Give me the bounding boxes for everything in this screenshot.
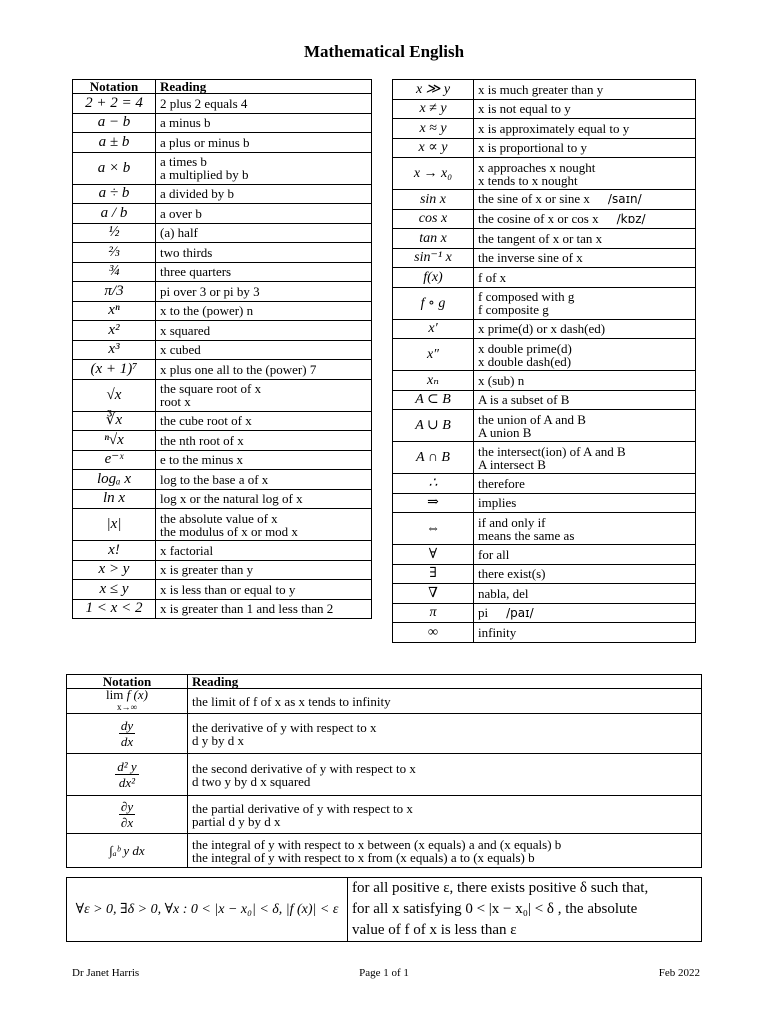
reading-cell — [156, 541, 372, 561]
reading-line: a over b — [160, 205, 202, 221]
reading-line: the tangent of x or tan x — [478, 230, 603, 246]
pronunciation: /saɪn/ — [607, 192, 642, 207]
reading-cell — [156, 243, 372, 263]
reading-line: infinity — [478, 624, 517, 640]
table-row — [73, 431, 372, 451]
epsilon-delta-notation: ∀ε > 0, ∃δ > 0, ∀x : 0 < |x − x₀| < δ, |f (x)| < ε — [67, 878, 348, 942]
notation-cell: x″ — [393, 339, 474, 371]
notation-cell: e⁻ˣ — [73, 450, 156, 470]
notation-cell: cos x — [393, 209, 474, 229]
reading-line: x squared — [160, 322, 211, 338]
reading-line: root x — [160, 394, 191, 409]
notation-cell: A ∪ B — [393, 410, 474, 442]
table-row — [393, 513, 696, 545]
reading-line — [478, 606, 691, 620]
reading-line: log to the base a of x — [160, 471, 269, 487]
reading-line: a minus b — [160, 115, 211, 131]
notation-cell: A ∩ B — [393, 442, 474, 474]
reading-cell — [474, 319, 696, 339]
header-reading: Reading — [156, 80, 372, 94]
table-row — [393, 229, 696, 249]
reading-cell — [474, 248, 696, 268]
reading-line: x is greater than y — [160, 562, 254, 578]
reading-line: x is proportional to y — [478, 140, 588, 156]
table-row — [393, 371, 696, 391]
reading-line: two thirds — [160, 244, 213, 260]
reading-cell — [474, 209, 696, 229]
limit-reading: the limit of f of x as x tends to infinity — [188, 689, 702, 714]
table-row — [393, 623, 696, 643]
table-row — [393, 190, 696, 210]
notation-cell: ¾ — [73, 262, 156, 282]
notation-cell: x ≈ y — [393, 119, 474, 139]
table-row — [73, 152, 372, 184]
table-row — [393, 119, 696, 139]
reading-line: means the same as — [478, 527, 575, 543]
header-notation: Notation — [73, 80, 156, 94]
epsilon-delta-reading: for all positive ε, there exists positive δ such that, for all x satisfying 0 < |x − x₀| < δ , the absolute value of f of x is less than ε — [348, 878, 702, 942]
reading-line: there exist(s) — [478, 566, 546, 582]
notation-cell: |x| — [73, 509, 156, 541]
reading-line: x is approximately equal to y — [478, 120, 630, 136]
notation-cell: A ⊂ B — [393, 390, 474, 410]
reading-cell — [156, 509, 372, 541]
notation-cell: 1 < x < 2 — [73, 599, 156, 619]
reading-line: x plus one all to the (power) 7 — [160, 361, 317, 377]
pronunciation: /kɒz/ — [616, 211, 646, 226]
partial-derivative-reading: the partial derivative of y with respect to x partial d y by d x — [188, 796, 702, 834]
reading-cell — [474, 623, 696, 643]
second-derivative-reading: the second derivative of y with respect to x d two y by d x squared — [188, 754, 702, 796]
table-row — [393, 158, 696, 190]
reading-cell — [156, 282, 372, 302]
table-row — [73, 282, 372, 302]
reading-line: the intersect(ion) of A and B — [478, 443, 626, 459]
reading-line: (a) half — [160, 225, 198, 241]
table-row — [393, 603, 696, 623]
reading-cell — [156, 340, 372, 360]
table-row — [73, 301, 372, 321]
reading-line: the absolute value of x — [160, 510, 278, 526]
reading-cell — [474, 564, 696, 584]
reading-line: a plus or minus b — [160, 134, 250, 150]
table-row — [73, 599, 372, 619]
table-row — [73, 360, 372, 380]
reading-cell — [156, 379, 372, 411]
reading-line: three quarters — [160, 264, 232, 280]
reading-line: x approaches x nought — [478, 159, 596, 175]
reading-cell — [156, 321, 372, 341]
reading-cell — [474, 410, 696, 442]
reading-line: f composed with g — [478, 289, 575, 304]
table-row — [393, 268, 696, 288]
reading-cell — [156, 360, 372, 380]
reading-line: x to the (power) n — [160, 303, 254, 319]
reading-cell — [156, 184, 372, 204]
reading-cell — [474, 545, 696, 565]
reading-line: e to the minus x — [160, 452, 244, 468]
table-row — [73, 262, 372, 282]
integral-notation: ∫ₐᵇ y dx — [67, 834, 188, 868]
derivative-reading: the derivative of y with respect to x d y by d x — [188, 714, 702, 754]
reading-cell — [156, 113, 372, 133]
reading-cell — [474, 229, 696, 249]
reading-line: if and only if — [478, 514, 546, 530]
reading-cell — [474, 603, 696, 623]
reading-line: x double dash(ed) — [478, 353, 572, 369]
reading-cell — [474, 390, 696, 410]
table-row — [73, 560, 372, 580]
footer-page: Page 1 of 1 — [359, 967, 409, 979]
notation-cell: ⁿ√x — [73, 431, 156, 451]
limit-notation: lim f (x) x→∞ — [67, 689, 188, 714]
table-row — [73, 243, 372, 263]
notation-cell: ⅔ — [73, 243, 156, 263]
reading-line: A union B — [478, 424, 532, 440]
reading-cell — [156, 223, 372, 243]
notation-cell: a − b — [73, 113, 156, 133]
reading-line: the modulus of x or mod x — [160, 523, 298, 539]
footer-author: Dr Janet Harris — [72, 967, 140, 979]
table-row — [393, 474, 696, 494]
reading-line: x is less than or equal to y — [160, 581, 296, 597]
second-derivative-notation: $\frac{\text{d² y}}{\text{dx²}}$ — [67, 754, 188, 796]
table-row — [393, 410, 696, 442]
reading-line: 2 plus 2 equals 4 — [160, 95, 248, 111]
notation-cell: f(x) — [393, 268, 474, 288]
table-row — [393, 319, 696, 339]
header-notation: Notation — [67, 675, 188, 689]
notation-cell: sin x — [393, 190, 474, 210]
reading-line: A intersect B — [478, 456, 546, 472]
notation-cell: x > y — [73, 560, 156, 580]
calculus-table — [66, 674, 702, 868]
reading-line: the cube root of x — [160, 413, 252, 429]
notation-cell: (x + 1)⁷ — [73, 360, 156, 380]
reading-cell — [474, 513, 696, 545]
reading-cell — [474, 268, 696, 288]
reading-line: x tends to x nought — [478, 172, 578, 188]
reading-text: pi — [478, 604, 489, 620]
table-row — [393, 138, 696, 158]
notation-cell: x³ — [73, 340, 156, 360]
notation-cell: a ÷ b — [73, 184, 156, 204]
reading-cell — [474, 339, 696, 371]
table-row — [73, 489, 372, 509]
reading-line: x prime(d) or x dash(ed) — [478, 321, 606, 337]
reading-cell — [474, 493, 696, 513]
table-row — [73, 450, 372, 470]
reading-line: A is a subset of B — [478, 392, 570, 408]
notation-cell: x ≫ y — [393, 80, 474, 100]
reading-cell — [156, 450, 372, 470]
reading-cell — [156, 301, 372, 321]
reading-cell — [474, 158, 696, 190]
table-row — [393, 584, 696, 604]
table-row — [73, 340, 372, 360]
reading-cell — [474, 119, 696, 139]
header-reading: Reading — [188, 675, 702, 689]
table-row — [393, 493, 696, 513]
reading-line: x cubed — [160, 342, 201, 358]
reading-line: the union of A and B — [478, 411, 586, 427]
reading-cell — [156, 152, 372, 184]
table-row — [73, 541, 372, 561]
notation-cell: x² — [73, 321, 156, 341]
page-title: Mathematical English — [303, 42, 465, 61]
reading-line: a multiplied by b — [160, 167, 249, 182]
table-row — [73, 133, 372, 153]
notation-cell: 2 + 2 = 4 — [73, 94, 156, 114]
notation-cell: x! — [73, 541, 156, 561]
reading-line: pi over 3 or pi by 3 — [160, 283, 260, 299]
reading-line: the square root of x — [160, 381, 262, 396]
notation-cell: x ≤ y — [73, 580, 156, 600]
reading-cell — [474, 287, 696, 319]
table-row — [393, 287, 696, 319]
notation-cell: ∞ — [393, 623, 474, 643]
epsilon-delta-table — [66, 877, 702, 942]
reading-cell — [156, 470, 372, 490]
table-row — [73, 223, 372, 243]
notation-table-left — [72, 79, 372, 619]
reading-line: nabla, del — [478, 585, 529, 601]
table-row — [393, 390, 696, 410]
table-row — [73, 321, 372, 341]
reading-line: x is greater than 1 and less than 2 — [160, 601, 334, 617]
table-row — [73, 113, 372, 133]
reading-line: the nth root of x — [160, 432, 244, 448]
reading-cell — [156, 580, 372, 600]
notation-cell: x → x₀ — [393, 158, 474, 190]
table-row — [393, 99, 696, 119]
reading-cell — [474, 371, 696, 391]
reading-line: the inverse sine of x — [478, 250, 583, 266]
reading-line: implies — [478, 495, 517, 511]
derivative-notation: $\frac{dy}{dx}$ — [67, 714, 188, 754]
reading-cell — [474, 584, 696, 604]
reading-cell — [156, 411, 372, 431]
table-row — [73, 470, 372, 490]
notation-cell: xₙ — [393, 371, 474, 391]
reading-cell — [156, 262, 372, 282]
reading-line: x (sub) n — [478, 372, 525, 388]
notation-cell: a ± b — [73, 133, 156, 153]
reading-line — [478, 192, 691, 206]
reading-line: for all — [478, 546, 510, 562]
notation-cell: a / b — [73, 204, 156, 224]
table-row — [73, 580, 372, 600]
table-row — [73, 411, 372, 431]
notation-cell: ⇒ — [393, 493, 474, 513]
notation-cell: √x — [73, 379, 156, 411]
reading-line: x double prime(d) — [478, 340, 572, 356]
notation-cell: logₐ x — [73, 470, 156, 490]
table-row — [393, 248, 696, 268]
notation-cell: π/3 — [73, 282, 156, 302]
notation-table-right — [392, 79, 696, 643]
reading-cell — [474, 190, 696, 210]
notation-cell: π — [393, 603, 474, 623]
table-row — [73, 204, 372, 224]
reading-line: log x or the natural log of x — [160, 491, 303, 507]
reading-cell — [156, 489, 372, 509]
table-row — [73, 184, 372, 204]
reading-cell — [474, 474, 696, 494]
reading-line: x is much greater than y — [478, 81, 604, 97]
reading-cell — [156, 431, 372, 451]
reading-cell — [156, 560, 372, 580]
notation-cell: ln x — [73, 489, 156, 509]
notation-cell: tan x — [393, 229, 474, 249]
table-row — [73, 379, 372, 411]
notation-cell: sin⁻¹ x — [393, 248, 474, 268]
reading-line: a times b — [160, 154, 207, 169]
table-row — [393, 209, 696, 229]
pronunciation: /paɪ/ — [506, 605, 534, 620]
reading-line: x is not equal to y — [478, 101, 571, 117]
table-row — [73, 509, 372, 541]
reading-cell — [156, 599, 372, 619]
table-row — [393, 339, 696, 371]
reading-cell — [156, 133, 372, 153]
reading-line: f composite g — [478, 302, 549, 317]
notation-cell: x ≠ y — [393, 99, 474, 119]
reading-line: f of x — [478, 269, 507, 285]
notation-cell: ∇ — [393, 584, 474, 604]
reading-line — [478, 212, 691, 226]
table-row — [73, 94, 372, 114]
reading-line: x factorial — [160, 542, 214, 558]
partial-derivative-notation: $\frac{\partial y}{\partial x}$ — [67, 796, 188, 834]
reading-cell — [474, 442, 696, 474]
notation-cell: a × b — [73, 152, 156, 184]
notation-cell: ∃ — [393, 564, 474, 584]
reading-cell — [156, 204, 372, 224]
table-row — [393, 80, 696, 100]
notation-cell: x ∝ y — [393, 138, 474, 158]
reading-cell — [474, 99, 696, 119]
notation-cell: ∴ — [393, 474, 474, 494]
notation-cell: ∛x — [73, 411, 156, 431]
notation-cell: ∀ — [393, 545, 474, 565]
integral-reading: the integral of y with respect to x between (x equals) a and (x equals) b the integral of y with respect to x from (x equals) a to (x equals) b — [188, 834, 702, 868]
table-row — [393, 564, 696, 584]
table-row — [393, 442, 696, 474]
reading-text: the sine of x or sine x — [478, 191, 590, 207]
footer-date: Feb 2022 — [658, 967, 700, 979]
notation-cell: ½ — [73, 223, 156, 243]
notation-cell: x′ — [393, 319, 474, 339]
reading-line: a divided by b — [160, 186, 235, 202]
notation-cell: xⁿ — [73, 301, 156, 321]
reading-line: therefore — [478, 475, 525, 491]
reading-text: the cosine of x or cos x — [478, 210, 599, 226]
notation-cell: ⇔ — [393, 513, 474, 545]
reading-cell — [156, 94, 372, 114]
table-row — [393, 545, 696, 565]
notation-cell: f ∘ g — [393, 287, 474, 319]
reading-cell — [474, 138, 696, 158]
reading-cell — [474, 80, 696, 100]
